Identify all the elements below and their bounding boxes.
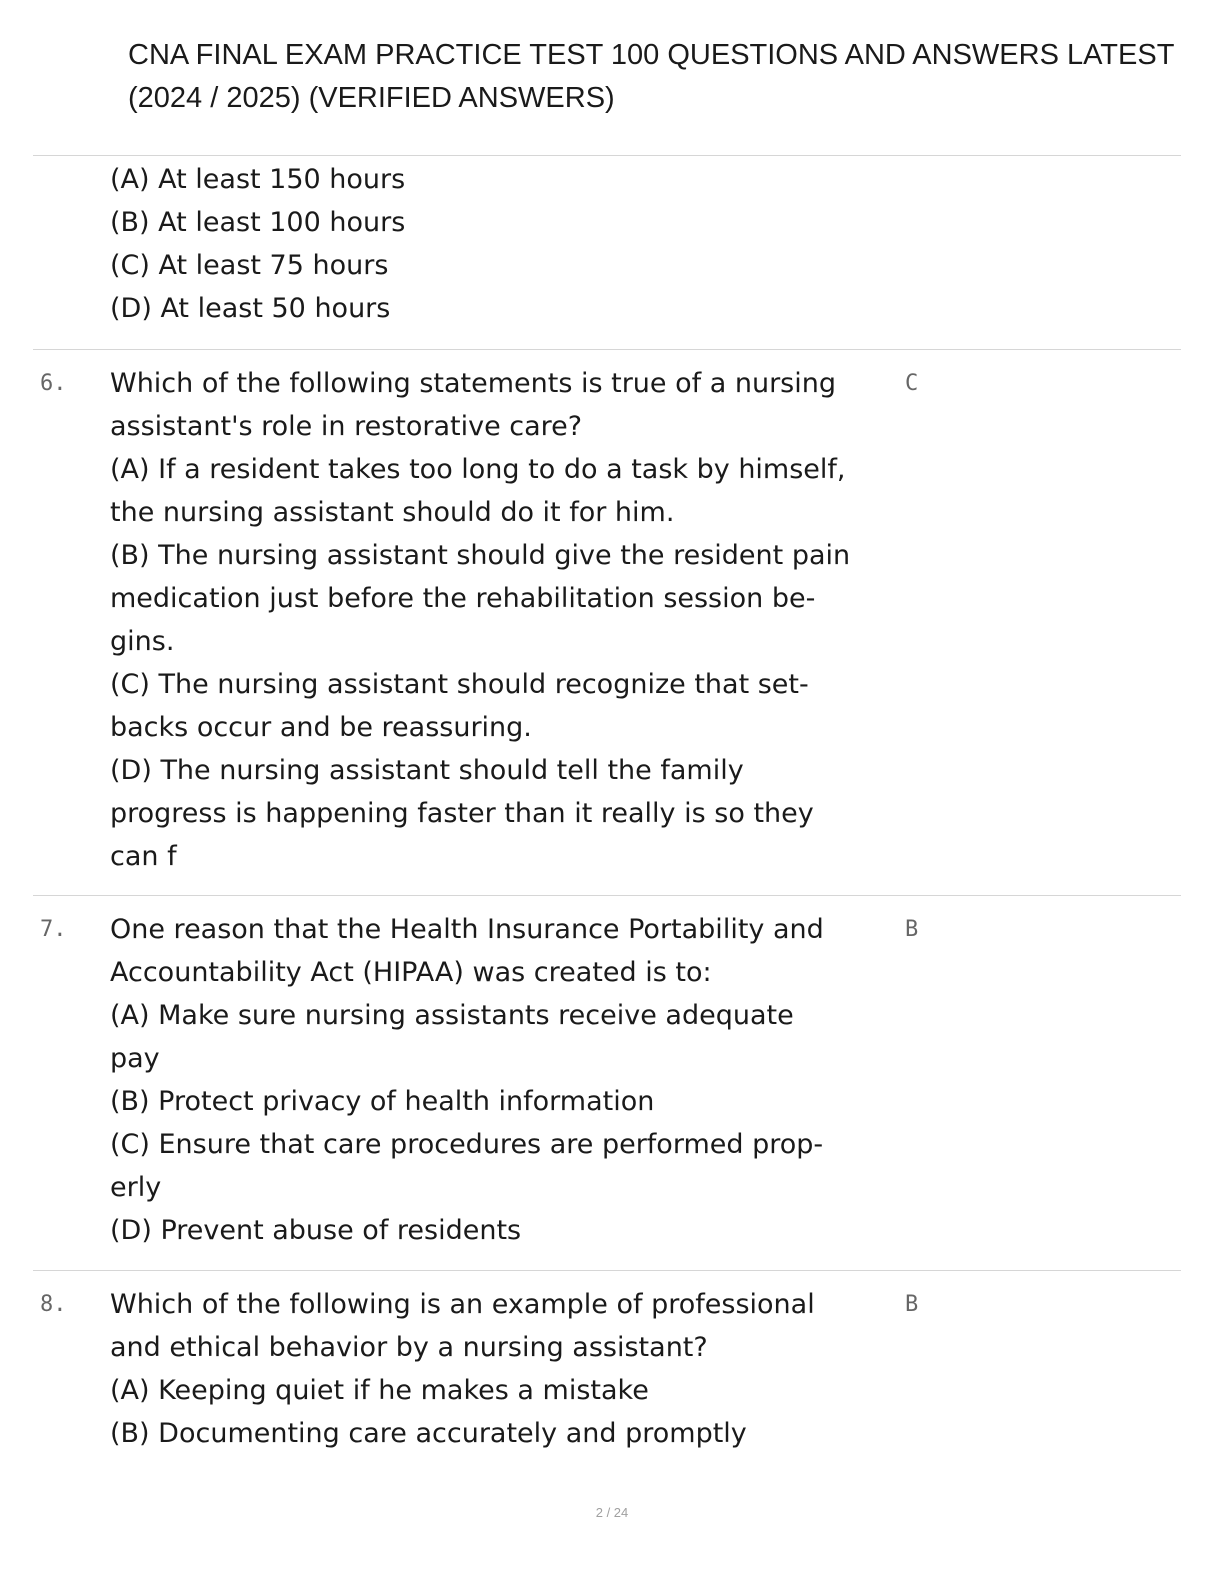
document-title-line-1: CNA FINAL EXAM PRACTICE TEST 100 QUESTIONS AND ANSWERS LATEST xyxy=(128,39,1175,71)
question-line: (C) The nursing assistant should recognize that set- xyxy=(110,669,809,700)
divider xyxy=(33,349,1181,350)
question-line: One reason that the Health Insurance Portability and xyxy=(110,914,824,945)
document-title xyxy=(128,34,1218,120)
answer-key: C xyxy=(905,371,919,396)
answer-key: B xyxy=(905,917,919,942)
question-line: and ethical behavior by a nursing assistant? xyxy=(110,1332,708,1363)
option-line: (B) At least 100 hours xyxy=(110,207,406,238)
question-number: 8. xyxy=(40,1292,67,1317)
question-text xyxy=(110,908,910,1252)
question-text xyxy=(110,1283,910,1455)
question-line: can f xyxy=(110,841,177,872)
question-line: (D) The nursing assistant should tell the family xyxy=(110,755,744,786)
document-title-line-2: (2024 / 2025) (VERIFIED ANSWERS) xyxy=(128,82,615,114)
question-line: gins. xyxy=(110,626,175,657)
question-line: Which of the following is an example of professional xyxy=(110,1289,815,1320)
question-text xyxy=(110,362,910,878)
option-line: (A) At least 150 hours xyxy=(110,164,406,195)
question-line: Which of the following statements is true of a nursing xyxy=(110,368,836,399)
divider xyxy=(33,1270,1181,1271)
question-line: (B) Documenting care accurately and promptly xyxy=(110,1418,747,1449)
divider xyxy=(33,895,1181,896)
question-number: 6. xyxy=(40,371,67,396)
question-line: pay xyxy=(110,1043,160,1074)
page-number: 2 / 24 xyxy=(595,1505,629,1520)
question-line: Accountability Act (HIPAA) was created is to: xyxy=(110,957,712,988)
question-line: the nursing assistant should do it for him. xyxy=(110,497,675,528)
question-line: erly xyxy=(110,1172,162,1203)
question-line: progress is happening faster than it really is so they xyxy=(110,798,814,829)
question-line: (B) Protect privacy of health information xyxy=(110,1086,655,1117)
question-line: (A) Keeping quiet if he makes a mistake xyxy=(110,1375,649,1406)
question-line: assistant's role in restorative care? xyxy=(110,411,583,442)
question-number: 7. xyxy=(40,917,67,942)
question-line: (B) The nursing assistant should give the resident pain xyxy=(110,540,851,571)
question-line: (D) Prevent abuse of residents xyxy=(110,1215,522,1246)
answer-key: B xyxy=(905,1292,919,1317)
question-line: (A) If a resident takes too long to do a task by himself, xyxy=(110,454,846,485)
option-line: (D) At least 50 hours xyxy=(110,293,391,324)
question-line: (C) Ensure that care procedures are performed prop- xyxy=(110,1129,824,1160)
question-line: medication just before the rehabilitation session be- xyxy=(110,583,816,614)
option-line: (C) At least 75 hours xyxy=(110,250,389,281)
question-line: (A) Make sure nursing assistants receive adequate xyxy=(110,1000,794,1031)
divider xyxy=(33,155,1181,156)
question-line: backs occur and be reassuring. xyxy=(110,712,532,743)
continued-question-options xyxy=(110,158,910,330)
